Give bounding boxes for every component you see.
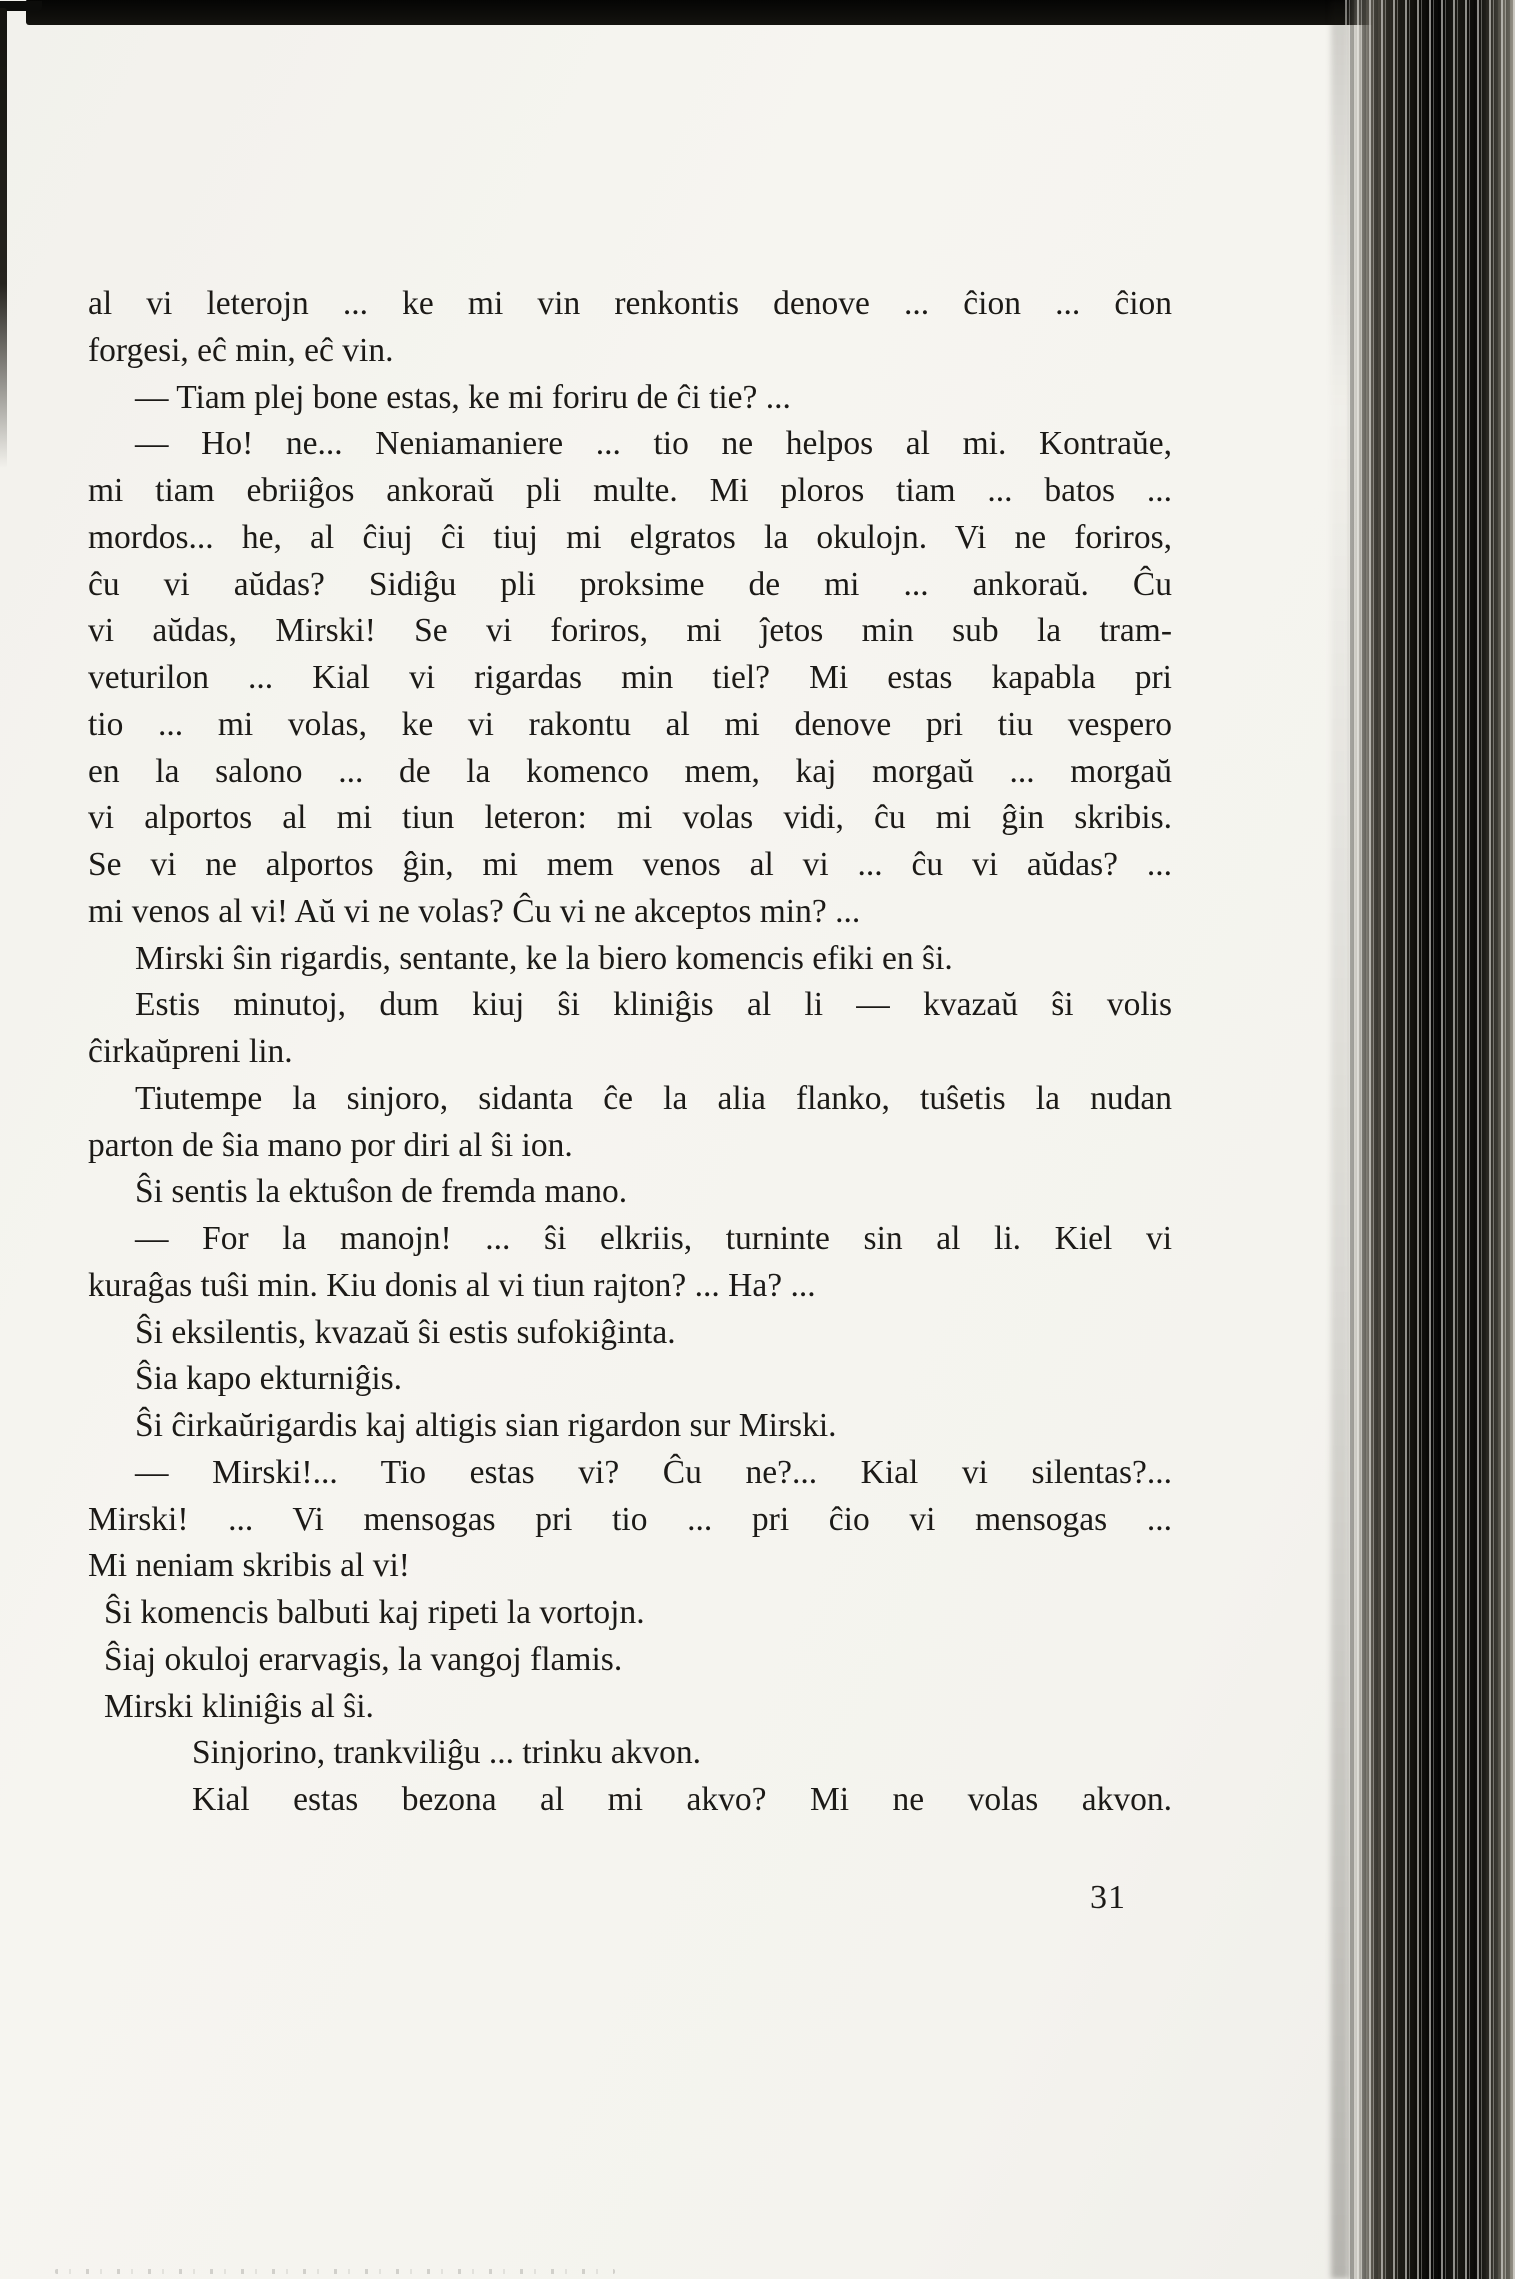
paragraph	[88, 1076, 1172, 1170]
page-text	[88, 281, 1172, 1824]
text-line: parton de ŝia mano por diri al ŝi ion.	[88, 1126, 573, 1164]
text-line: Estis minutoj, dum kiuj ŝi kliniĝis al li — kvazaŭ ŝi volis	[135, 986, 1172, 1024]
paragraph	[88, 421, 1172, 935]
scan-bottom-specks	[55, 2269, 615, 2274]
text-line: Sinjorino, trankviliĝu ... trinku akvon.	[192, 1734, 701, 1772]
text-line: Mirski ŝin rigardis, sentante, ke la biero komencis efiki en ŝi.	[135, 939, 953, 977]
paragraph	[88, 1590, 1172, 1637]
text-line: — Ho! ne... Neniamaniere ... tio ne helpos al mi. Kontraŭe,	[135, 425, 1172, 463]
paragraph	[88, 1637, 1172, 1684]
paragraph	[88, 281, 1172, 375]
paragraph	[88, 375, 1172, 422]
text-line: al vi leterojn ... ke mi vin renkontis denove ... ĉion ... ĉion	[88, 285, 1172, 322]
paragraph	[88, 1169, 1172, 1216]
text-line: — For la manojn! ... ŝi elkriis, turninte sin al li. Kiel vi	[135, 1220, 1172, 1257]
paragraph	[88, 1356, 1172, 1403]
paragraph	[88, 1730, 1172, 1777]
text-line: veturilon ... Kial vi rigardas min tiel? Mi estas kapabla pri	[88, 659, 1172, 696]
paragraph	[88, 1777, 1172, 1824]
text-line: vi aŭdas, Mirski! Se vi foriros, mi ĵetos min sub la tram-	[88, 612, 1172, 650]
text-line: Mirski kliniĝis al ŝi.	[104, 1687, 374, 1725]
text-line: Ŝiaj okuloj erarvagis, la vangoj flamis.	[104, 1640, 623, 1678]
text-line: Ŝi ĉirkaŭrigardis kaj altigis sian rigardon sur Mirski.	[135, 1407, 837, 1444]
text-line: mi venos al vi! Aŭ vi ne volas? Ĉu vi ne akceptos min? ...	[88, 892, 861, 930]
paragraph	[88, 1403, 1172, 1450]
page-number: 31	[1090, 1879, 1126, 1916]
text-line: Mirski! ... Vi mensogas pri tio ... pri ĉio vi mensogas ...	[88, 1500, 1172, 1538]
text-line: vi alportos al mi tiun leteron: mi volas vidi, ĉu mi ĝin skribis.	[88, 799, 1172, 837]
text-line: Tiutempe la sinjoro, sidanta ĉe la alia flanko, tuŝetis la nudan	[135, 1079, 1172, 1117]
paragraph	[88, 1310, 1172, 1357]
text-line: ĉu vi aŭdas? Sidiĝu pli proksime de mi ... ankoraŭ. Ĉu	[88, 565, 1172, 603]
text-line: — Mirski!... Tio estas vi? Ĉu ne?... Kial vi silentas?...	[135, 1453, 1172, 1491]
text-line: mi tiam ebriiĝos ankoraŭ pli multe. Mi ploros tiam ... batos ...	[88, 472, 1172, 509]
paragraph	[88, 1684, 1172, 1731]
text-line: Ŝi eksilentis, kvazaŭ ŝi estis sufokiĝinta.	[135, 1313, 676, 1351]
text-line: tio ... mi volas, ke vi rakontu al mi denove pri tiu vespero	[88, 705, 1172, 743]
text-line: mordos... he, al ĉiuj ĉi tiuj mi elgratos la okulojn. Vi ne foriros,	[88, 518, 1172, 556]
text-line: Ŝi sentis la ektuŝon de fremda mano.	[135, 1173, 628, 1211]
text-line: ĉirkaŭpreni lin.	[88, 1033, 293, 1070]
scan-top-edge	[26, 0, 1444, 25]
text-line: en la salono ... de la komenco mem, kaj morgaŭ ... morgaŭ	[88, 752, 1172, 790]
text-line: Kial estas bezona al mi akvo? Mi ne volas akvon.	[192, 1781, 1172, 1818]
text-line: Ŝia kapo ekturniĝis.	[135, 1360, 403, 1398]
paragraph	[88, 1450, 1172, 1590]
paragraph	[88, 936, 1172, 983]
text-line: Ŝi komencis balbuti kaj ripeti la vortojn.	[104, 1594, 645, 1631]
text-line: kuraĝas tuŝi min. Kiu donis al vi tiun rajton? ... Ha? ...	[88, 1266, 816, 1304]
text-line: Se vi ne alportos ĝin, mi mem venos al vi ... ĉu vi aŭdas? ...	[88, 846, 1172, 883]
paragraph	[88, 982, 1172, 1076]
text-line: — Tiam plej bone estas, ke mi foriru de ĉi tie? ...	[135, 378, 791, 416]
book-page-edges	[1345, 0, 1515, 2279]
text-line: Mi neniam skribis al vi!	[88, 1547, 410, 1585]
paragraph	[88, 1216, 1172, 1310]
scan-left-edge	[0, 8, 7, 468]
text-line: forgesi, eĉ min, eĉ vin.	[88, 331, 394, 369]
